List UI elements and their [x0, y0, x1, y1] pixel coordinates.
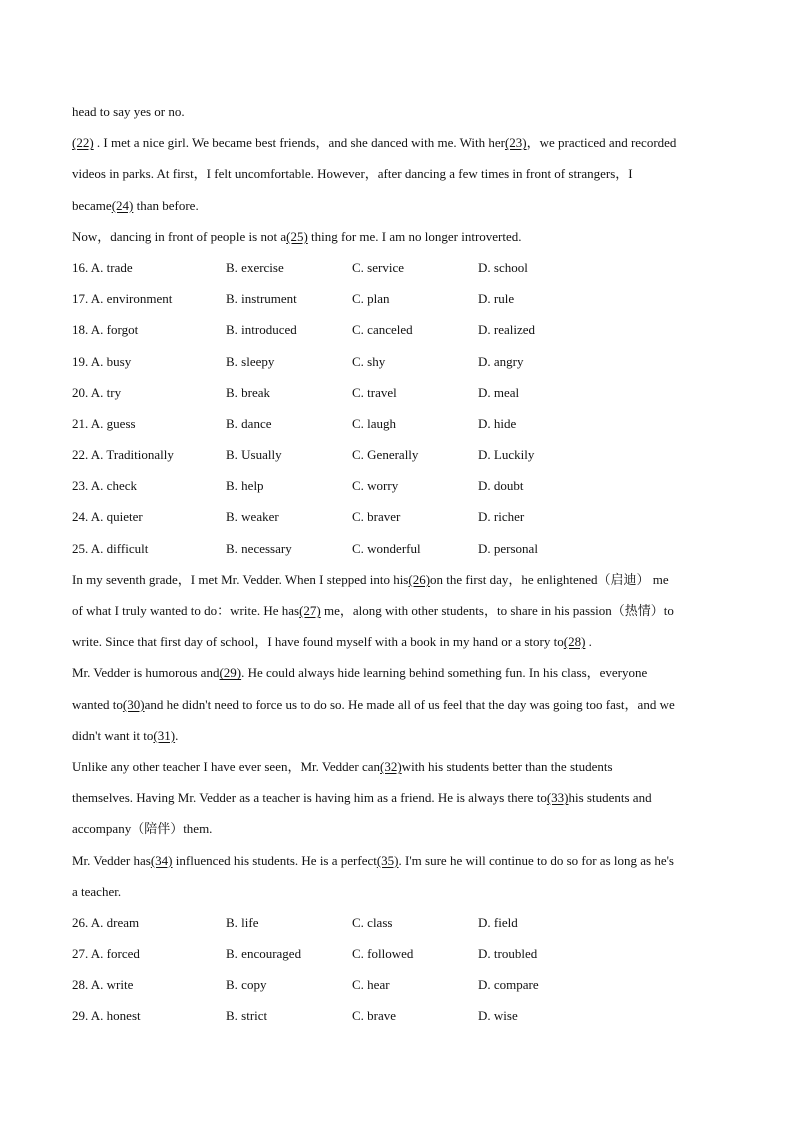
blank-number: (26) — [408, 571, 431, 587]
question-number-option-a: 26. A. dream — [72, 914, 140, 930]
answer-option: D. hide — [478, 415, 517, 431]
blank-number: (33) — [546, 790, 569, 806]
answer-option: B. help — [226, 478, 264, 494]
answer-option: B. introduced — [226, 322, 297, 338]
text-line — [72, 782, 722, 813]
answer-option: D. angry — [478, 353, 524, 369]
answer-option: D. doubt — [478, 478, 524, 494]
blank-number: (24) — [111, 197, 134, 213]
question-number-option-a: 25. A. difficult — [72, 540, 149, 556]
question-number-option-a: 18. A. forgot — [72, 322, 139, 338]
blank-number: (27) — [299, 603, 321, 618]
text-run: . He could always hide learning behind something fun. In his class，everyone — [241, 665, 648, 681]
question-row — [72, 346, 722, 377]
document-page — [72, 96, 722, 1032]
passage-1-tail — [72, 96, 722, 252]
answer-option: D. realized — [478, 322, 536, 338]
question-number-option-a: 17. A. environment — [72, 291, 173, 307]
text-run: me，along with other students，to share in his passion（热情）to — [320, 603, 674, 618]
text-line — [72, 813, 722, 844]
question-row — [72, 938, 722, 969]
text-run: videos in parks. At first，I felt uncomfortable. However，after dancing a few times in front of strangers，I — [72, 166, 633, 182]
text-line — [72, 158, 722, 189]
answer-option: D. field — [478, 914, 518, 930]
text-line — [72, 751, 722, 782]
question-row — [72, 907, 722, 938]
answer-option: D. personal — [478, 540, 538, 556]
question-number-option-a: 22. A. Traditionally — [72, 447, 174, 463]
question-number-option-a: 21. A. guess — [72, 415, 136, 431]
answer-option: B. life — [226, 914, 259, 930]
text-run: themselves. Having Mr. Vedder as a teacher is having him as a friend. He is always there to — [72, 790, 547, 806]
text-run: Now，dancing in front of people is not a — [72, 228, 287, 244]
answer-option: C. canceled — [352, 322, 413, 338]
text-run: became — [72, 197, 112, 213]
blank-number: (31) — [153, 727, 176, 743]
question-number-option-a: 23. A. check — [72, 478, 137, 494]
text-run: than before. — [133, 197, 199, 213]
answer-option: C. worry — [352, 478, 399, 494]
answer-option: B. Usually — [226, 447, 282, 463]
text-line — [72, 689, 722, 720]
options-26-29 — [72, 907, 722, 1032]
text-run: head to say yes or no. — [72, 104, 185, 119]
answer-option: D. compare — [478, 977, 539, 993]
text-run: and he didn't need to force us to do so. He made all of us feel that the day was going too fast，and we — [144, 696, 675, 712]
answer-option: B. break — [226, 384, 271, 400]
text-run: . — [585, 634, 592, 650]
answer-option: D. richer — [478, 509, 525, 525]
question-number-option-a: 29. A. honest — [72, 1008, 141, 1024]
options-16-25 — [72, 252, 722, 564]
question-row — [72, 377, 722, 408]
answer-option: C. plan — [352, 291, 390, 307]
blank-number: (30) — [122, 696, 145, 712]
text-line — [72, 190, 722, 221]
text-run: didn't want it to — [72, 727, 154, 743]
question-number-option-a: 24. A. quieter — [72, 509, 143, 525]
blank-number: (25) — [286, 228, 308, 244]
text-run: ，we practiced and recorded — [526, 135, 677, 151]
question-row — [72, 501, 722, 532]
text-line — [72, 96, 722, 127]
text-run: . — [175, 727, 179, 743]
answer-option: C. class — [352, 914, 393, 930]
answer-option: D. wise — [478, 1008, 518, 1024]
answer-option: C. laugh — [352, 415, 397, 431]
text-run: accompany（陪伴）them. — [72, 821, 213, 837]
text-line — [72, 720, 722, 751]
answer-option: C. followed — [352, 946, 414, 962]
blank-number: (34) — [150, 852, 173, 868]
question-row — [72, 408, 722, 439]
question-row — [72, 470, 722, 501]
text-line — [72, 876, 722, 907]
answer-option: C. travel — [352, 384, 397, 400]
answer-option: C. shy — [352, 353, 386, 369]
blank-number: (35) — [376, 852, 399, 868]
text-line — [72, 845, 722, 876]
answer-option: D. troubled — [478, 946, 538, 962]
answer-option: C. service — [352, 259, 404, 275]
text-line — [72, 221, 722, 252]
answer-option: D. meal — [478, 384, 520, 400]
blank-number: (32) — [380, 758, 402, 774]
text-run: of what I truly wanted to do：write. He has — [72, 603, 300, 618]
text-line — [72, 595, 722, 626]
question-number-option-a: 27. A. forced — [72, 946, 140, 962]
question-row — [72, 439, 722, 470]
text-run: influenced his students. He is a perfect — [172, 852, 377, 868]
text-run: Mr. Vedder has — [72, 852, 151, 868]
blank-number: (23) — [504, 135, 527, 151]
question-row — [72, 314, 722, 345]
question-row — [72, 252, 722, 283]
answer-option: D. school — [478, 259, 528, 275]
text-line — [72, 626, 722, 657]
answer-option: B. necessary — [226, 540, 292, 556]
answer-option: C. Generally — [352, 447, 419, 463]
text-run: . I'm sure he will continue to do so for as long as he's — [398, 852, 674, 868]
text-line — [72, 127, 722, 158]
question-number-option-a: 16. A. trade — [72, 259, 133, 275]
text-line — [72, 564, 722, 595]
blank-number: (29) — [219, 665, 242, 681]
question-row — [72, 283, 722, 314]
text-run: . I met a nice girl. We became best friends，and she danced with me. With her — [93, 135, 505, 151]
answer-option: B. weaker — [226, 509, 279, 525]
text-run: wanted to — [72, 696, 123, 712]
answer-option: B. strict — [226, 1008, 268, 1024]
text-run: with his students better than the students — [401, 758, 613, 774]
answer-option: C. brave — [352, 1008, 397, 1024]
blank-number: (22) — [72, 135, 94, 151]
text-run: thing for me. I am no longer introverted. — [307, 228, 522, 244]
answer-option: D. Luckily — [478, 447, 535, 463]
question-row — [72, 969, 722, 1000]
text-run: Mr. Vedder is humorous and — [72, 665, 220, 681]
question-number-option-a: 19. A. busy — [72, 353, 132, 369]
question-row — [72, 1000, 722, 1031]
answer-option: C. hear — [352, 977, 390, 993]
question-number-option-a: 20. A. try — [72, 384, 122, 400]
passage-2 — [72, 564, 722, 907]
answer-option: D. rule — [478, 291, 515, 307]
answer-option: C. wonderful — [352, 540, 421, 556]
question-row — [72, 533, 722, 564]
answer-option: B. instrument — [226, 291, 297, 307]
answer-option: C. braver — [352, 509, 401, 525]
answer-option: B. exercise — [226, 259, 284, 275]
question-number-option-a: 28. A. write — [72, 977, 134, 993]
text-run: on the first day，he enlightened（启迪） me — [430, 571, 669, 587]
text-run: Unlike any other teacher I have ever seen，Mr. Vedder can — [72, 758, 381, 774]
answer-option: B. copy — [226, 977, 267, 993]
text-run: a teacher. — [72, 883, 122, 899]
text-run: his students and — [568, 790, 652, 806]
answer-option: B. sleepy — [226, 353, 275, 369]
text-run: In my seventh grade，I met Mr. Vedder. When I stepped into his — [72, 571, 409, 587]
blank-number: (28) — [563, 634, 586, 650]
text-run: write. Since that first day of school，I have found myself with a book in my hand or a story to — [72, 634, 564, 650]
text-line — [72, 657, 722, 688]
answer-option: B. encouraged — [226, 946, 302, 962]
answer-option: B. dance — [226, 415, 272, 431]
